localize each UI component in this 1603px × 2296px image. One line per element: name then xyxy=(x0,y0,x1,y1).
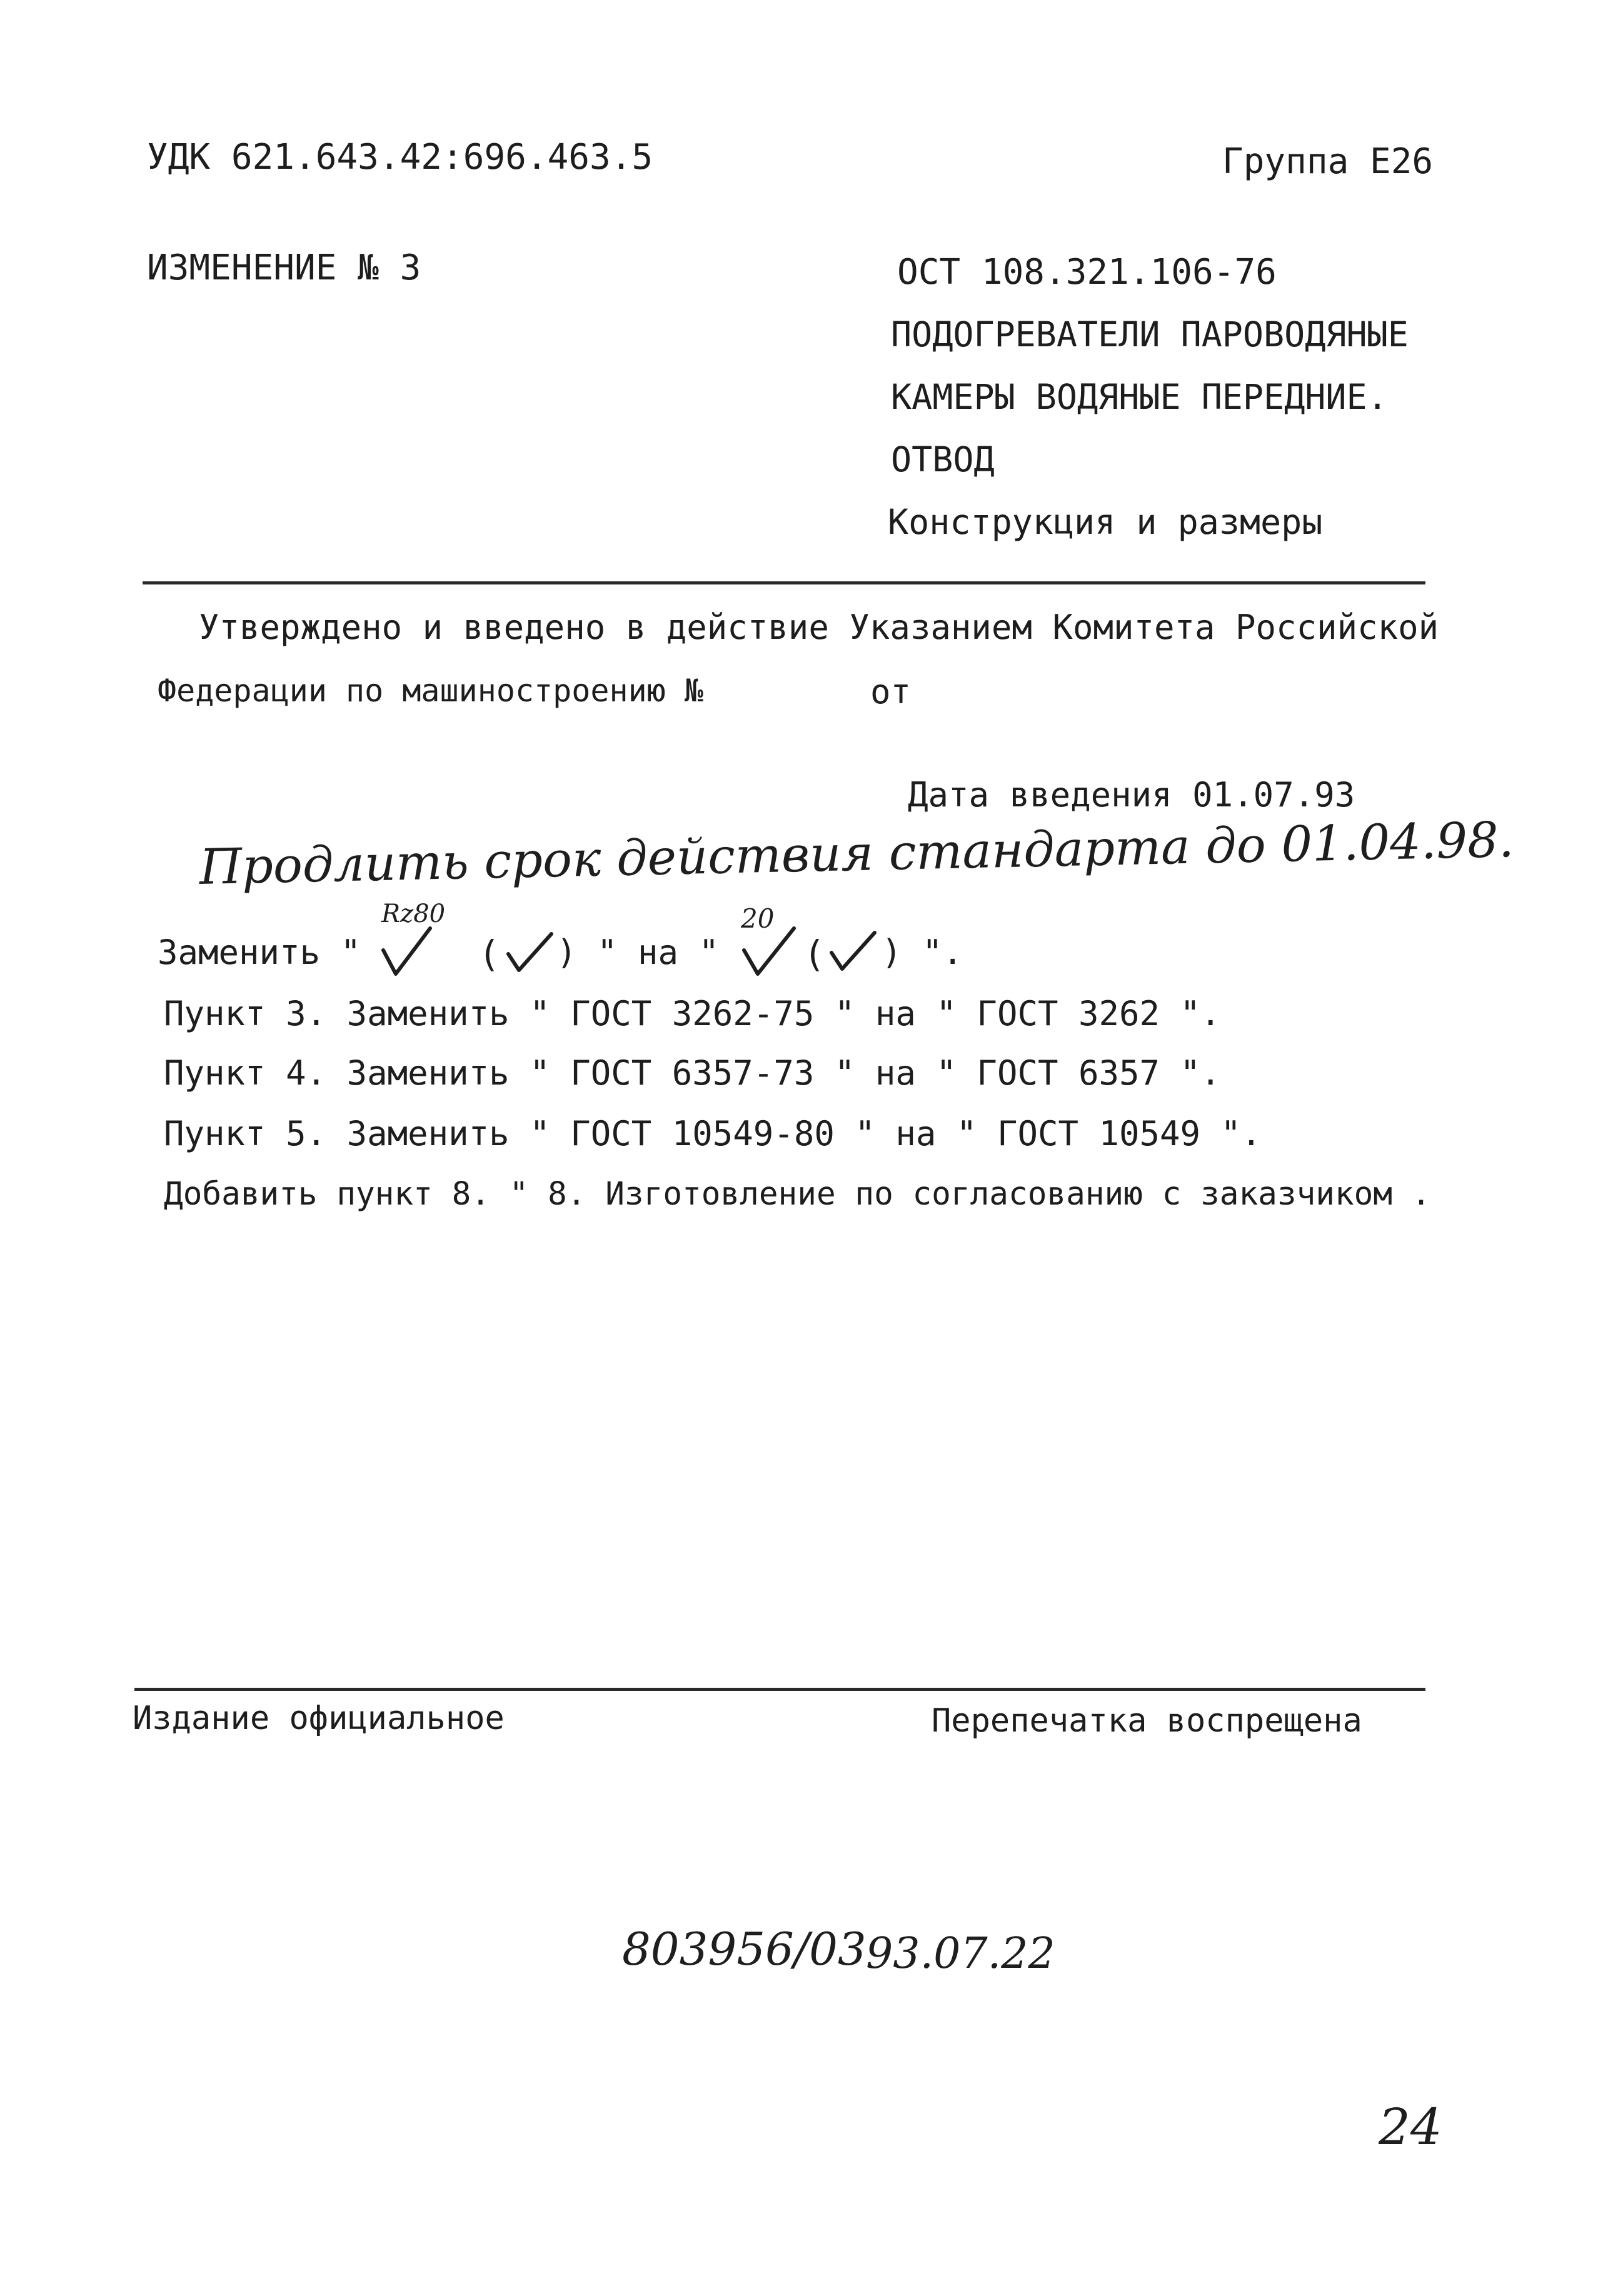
introduction-date: Дата введения 01.07.93 xyxy=(908,775,1355,815)
header-divider xyxy=(143,581,1425,584)
amendment-number: ИЗМЕНЕНИЕ № 3 xyxy=(147,248,421,288)
roughness-old-value: Rz80 xyxy=(381,900,446,928)
roughness-checkmark-icon xyxy=(828,930,878,973)
change-item: Пункт 4. Заменить " ГОСТ 6357-73 " на " ГОСТ 6357 ". xyxy=(164,1053,1221,1093)
title-line-3: ОТВОД xyxy=(891,439,995,479)
approval-line-2: Федерации по машиностроению № xyxy=(158,673,703,709)
group-code: Группа Е26 xyxy=(1222,141,1434,182)
roughness-checkmark-icon xyxy=(505,931,555,974)
replace-open-paren-2: ( xyxy=(803,933,825,975)
handwritten-registration-number: 803956/03 xyxy=(622,1923,867,1975)
replace-close-paren-1: ) " на " xyxy=(556,933,720,972)
footer-divider xyxy=(134,1688,1425,1691)
handwritten-registration-date: 93.07.22 xyxy=(866,1929,1055,1978)
udc-code: УДК 621.643.42:696.463.5 xyxy=(147,137,653,178)
approval-line-1: Утверждено и введено в действие Указанием Комитета Российской xyxy=(199,608,1439,647)
roughness-checkmark-icon xyxy=(741,925,800,978)
roughness-checkmark-icon xyxy=(380,925,436,978)
change-item: Пункт 3. Заменить " ГОСТ 3262-75 " на " ГОСТ 3262 ". xyxy=(164,994,1221,1033)
replace-open-paren-1: ( xyxy=(478,933,500,975)
document-subtitle: Конструкция и размеры xyxy=(888,502,1323,542)
title-line-1: ПОДОГРЕВАТЕЛИ ПАРОВОДЯНЫЕ xyxy=(891,314,1409,354)
handwritten-extension-note: Продлить срок действия стандарта до 01.04.98. xyxy=(199,811,1515,896)
change-item: Пункт 5. Заменить " ГОСТ 10549-80 " на " ГОСТ 10549 ". xyxy=(164,1114,1262,1153)
reprint-note: Перепечатка воспрещена xyxy=(932,1702,1362,1740)
handwritten-page-number: 24 xyxy=(1379,2098,1442,2156)
replace-close-paren-2: ) ". xyxy=(882,933,963,972)
roughness-new-value: 20 xyxy=(741,903,775,934)
edition-note: Издание официальное xyxy=(133,1700,505,1737)
approval-line-2-from: от xyxy=(870,672,912,711)
standard-number: ОСТ 108.321.106-76 xyxy=(897,252,1277,293)
title-line-2: КАМЕРЫ ВОДЯНЫЕ ПЕРЕДНИЕ. xyxy=(891,377,1388,417)
replace-roughness-prefix: Заменить " xyxy=(158,933,361,972)
change-item: Добавить пункт 8. " 8. Изготовление по согласованию с заказчиком . xyxy=(164,1176,1431,1213)
